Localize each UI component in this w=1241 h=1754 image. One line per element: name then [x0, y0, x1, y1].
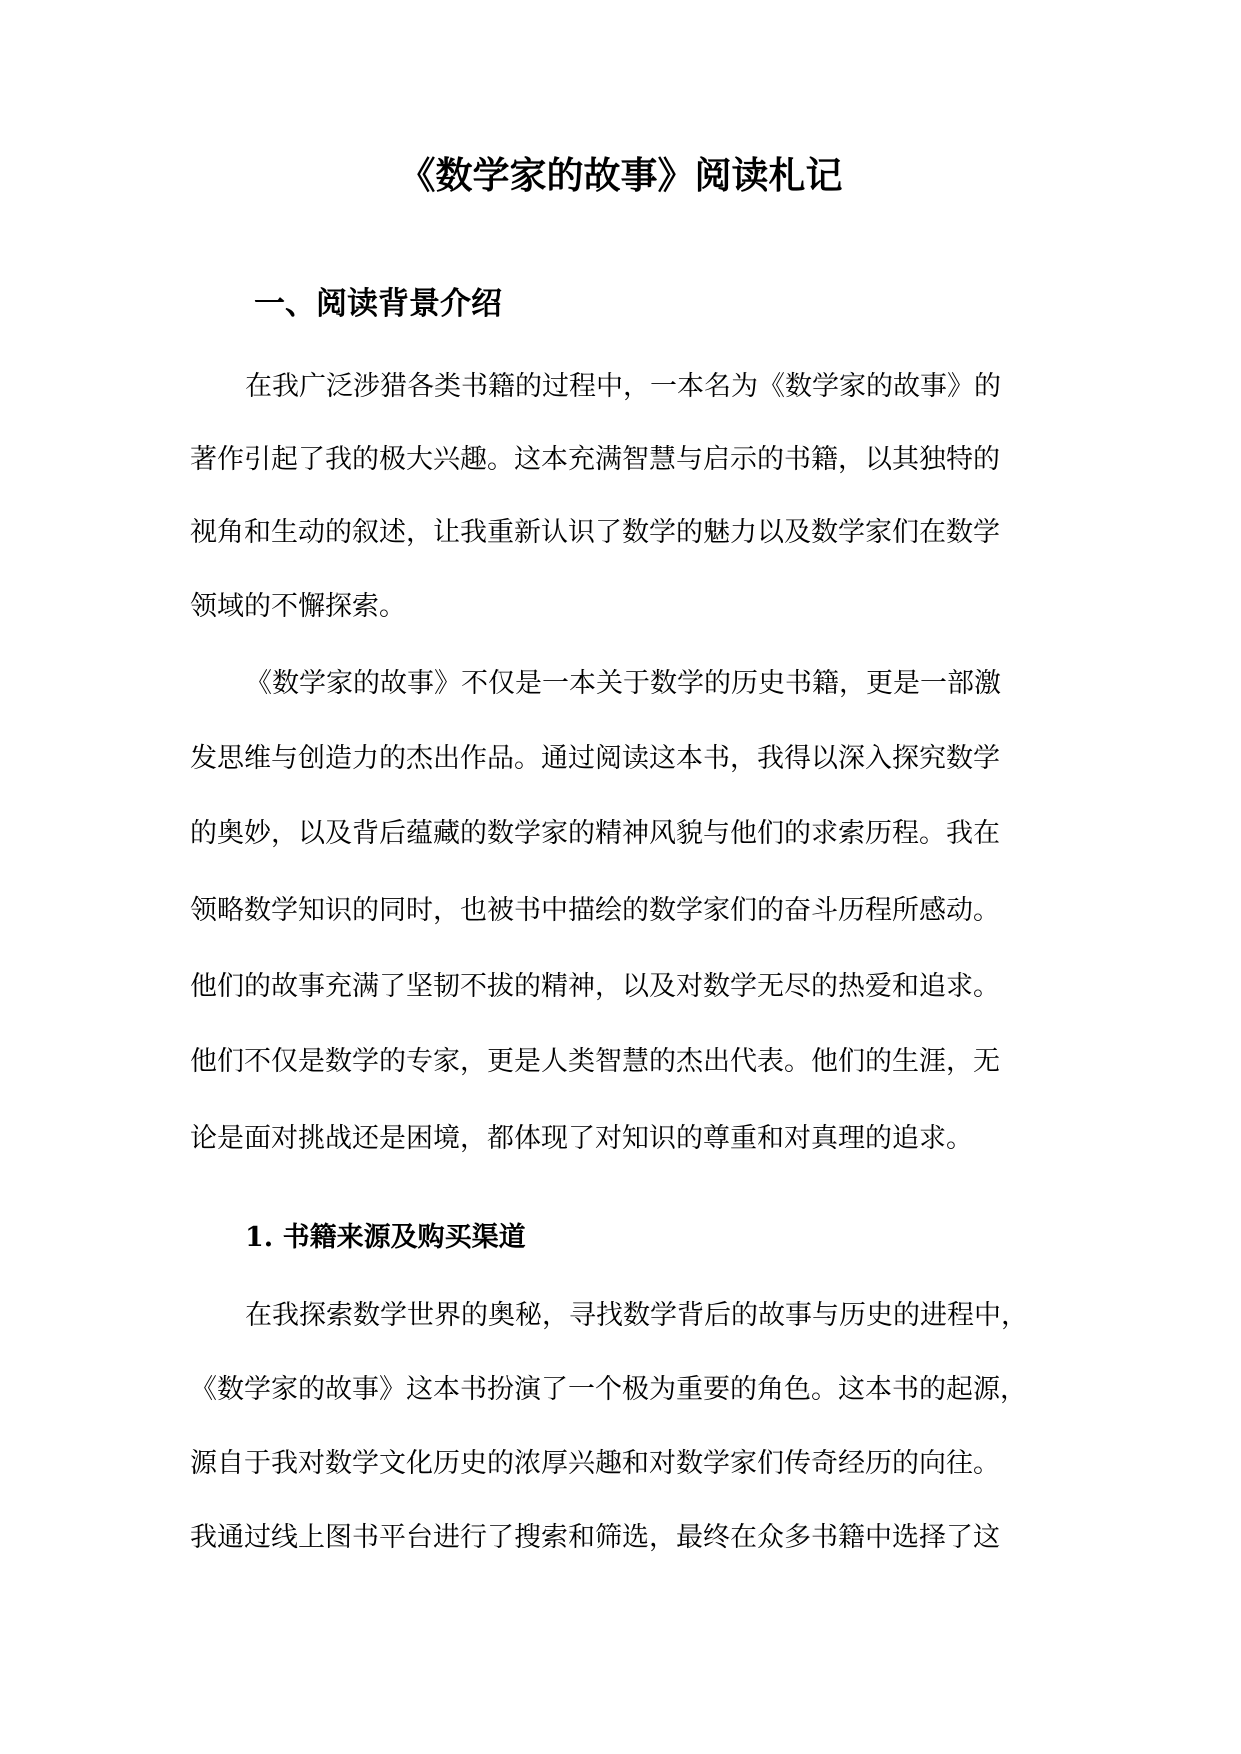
paragraph-line: 领域的不懈探索。 — [190, 591, 406, 622]
paragraph-line: 《数学家的故事》这本书扮演了一个极为重要的角色。这本书的起源， — [190, 1374, 1027, 1405]
paragraph-line: 在我广泛涉猎各类书籍的过程中，一本名为《数学家的故事》的 — [245, 371, 1001, 402]
subsection-heading: 1. 书籍来源及购买渠道 — [245, 1222, 526, 1253]
paragraph-line: 领略数学知识的同时，也被书中描绘的数学家们的奋斗历程所感动。 — [190, 895, 1000, 926]
paragraph-line: 在我探索数学世界的奥秘，寻找数学背后的故事与历史的进程中， — [245, 1300, 1028, 1331]
paragraph-line: 论是面对挑战还是困境，都体现了对知识的尊重和对真理的追求。 — [190, 1123, 973, 1154]
paragraph-line: 源自于我对数学文化历史的浓厚兴趣和对数学家们传奇经历的向往。 — [190, 1448, 1000, 1479]
paragraph-line: 的奥妙，以及背后蕴藏的数学家的精神风貌与他们的求索历程。我在 — [190, 818, 1000, 849]
paragraph-line: 发思维与创造力的杰出作品。通过阅读这本书，我得以深入探究数学 — [190, 743, 1000, 774]
paragraph-line: 他们的故事充满了坚韧不拔的精神，以及对数学无尽的热爱和追求。 — [190, 971, 1000, 1002]
document-title: 《数学家的故事》阅读札记 — [398, 153, 843, 197]
paragraph-line: 他们不仅是数学的专家，更是人类智慧的杰出代表。他们的生涯，无 — [190, 1046, 1000, 1077]
paragraph-line: 《数学家的故事》不仅是一本关于数学的历史书籍，更是一部激 — [245, 668, 1001, 699]
paragraph-line: 著作引起了我的极大兴趣。这本充满智慧与启示的书籍，以其独特的 — [190, 444, 1000, 475]
section-heading: 一、阅读背景介绍 — [254, 286, 502, 322]
paragraph-line: 我通过线上图书平台进行了搜索和筛选，最终在众多书籍中选择了这 — [190, 1522, 1000, 1553]
paragraph-line: 视角和生动的叙述，让我重新认识了数学的魅力以及数学家们在数学 — [190, 517, 1000, 548]
